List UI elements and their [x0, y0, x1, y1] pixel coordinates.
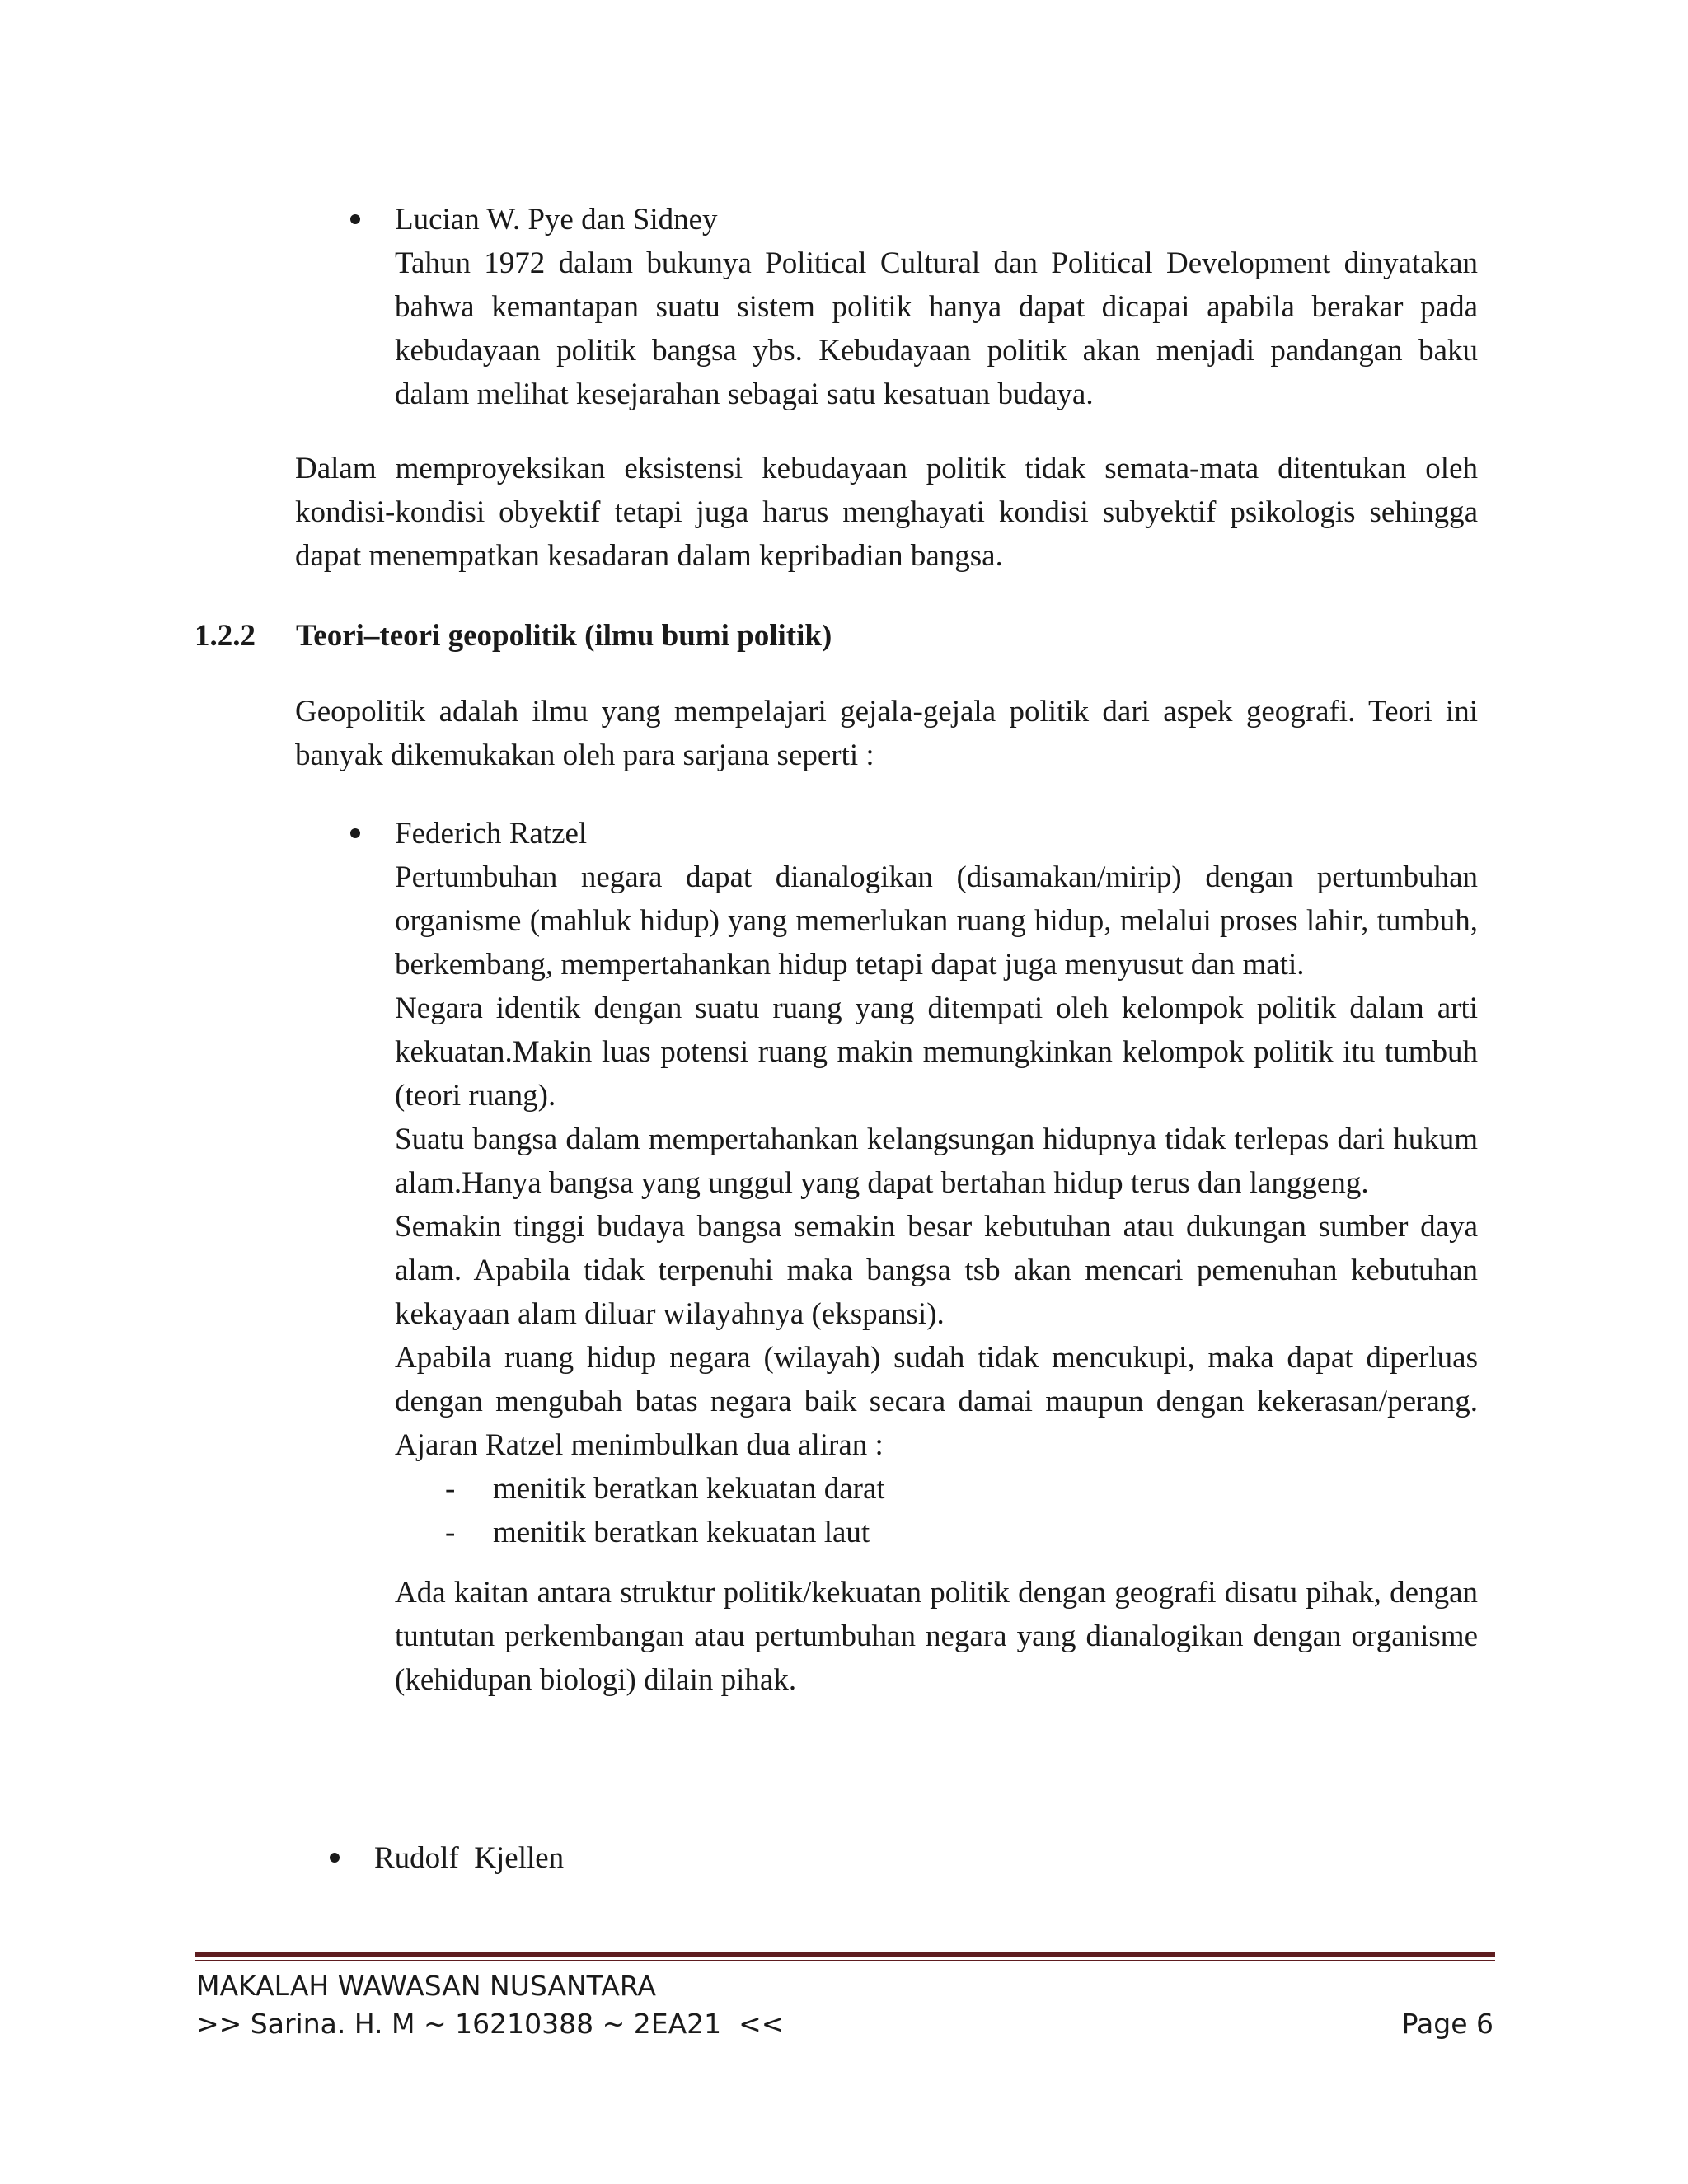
- ratzel-paragraph: Apabila ruang hidup negara (wilayah) sudah tidak mencukupi, maka dapat diperluas dengan mengubah batas negara baik secara damai maupun dengan kekerasan/perang. Ajaran Ratzel menimbulkan dua aliran :: [395, 1341, 1478, 1462]
- bullet-title: Lucian W. Pye dan Sidney: [395, 203, 718, 237]
- dash-item: - menitik beratkan kekuatan laut: [445, 1516, 870, 1549]
- bullet-title: Rudolf Kjellen: [374, 1841, 565, 1875]
- page-number: Page 6: [1401, 2008, 1493, 2040]
- bullet-ratzel: [395, 812, 1478, 1702]
- bullet-dot: [330, 1853, 340, 1863]
- ratzel-paragraph: Suatu bangsa dalam mempertahankan kelangsungan hidupnya tidak terlepas dari hukum alam.Hanya bangsa yang unggul yang dapat bertahan hidup terus dan langgeng.: [395, 1122, 1478, 1200]
- ratzel-paragraph: Pertumbuhan negara dapat dianalogikan (disamakan/mirip) dengan pertumbuhan organisme (mahluk hidup) yang memerlukan ruang hidup, melalui proses lahir, tumbuh, berkembang, mempertahankan hidup tetapi dapat juga menyusut dan mati.: [395, 860, 1478, 982]
- section-number: 1.2.2: [195, 619, 256, 653]
- bullet-dot: [350, 828, 360, 838]
- paragraph-projection: Dalam memproyeksikan eksistensi kebudayaan politik tidak semata-mata ditentukan oleh kondisi-kondisi obyektif tetapi juga harus menghayati kondisi subyektif psikologis sehingga dapat menempatkan kesadaran dalam kepribadian bangsa.: [295, 452, 1478, 573]
- bullet-dot: [350, 214, 360, 224]
- footer-rule: [195, 1952, 1495, 1957]
- bullet-kjellen: [374, 1836, 1363, 1880]
- section-heading: [195, 614, 1480, 658]
- footer-rule: [195, 1960, 1495, 1961]
- ratzel-closing: Ada kaitan antara struktur politik/kekuatan politik dengan geografi disatu pihak, dengan tuntutan perkembangan atau pertumbuhan negara yang dianalogikan dengan organisme (kehidupan biologi) dilain pihak.: [395, 1576, 1478, 1697]
- section-title: Teori–teori geopolitik (ilmu bumi politik): [296, 619, 832, 653]
- bullet-text: Tahun 1972 dalam bukunya Political Cultural dan Political Development dinyatakan bahwa kemantapan suatu sistem politik hanya dapat dicapai apabila berakar pada kebudayaan politik bangsa ybs. Kebudayaan politik akan menjadi pandangan baku dalam melihat kesejarahan sebagai satu kesatuan budaya.: [395, 246, 1478, 411]
- ratzel-paragraph: Semakin tinggi budaya bangsa semakin besar kebutuhan atau dukungan sumber daya alam. Apabila tidak terpenuhi maka bangsa tsb akan mencari pemenuhan kebutuhan kekayaan alam diluar wilayahnya (ekspansi).: [395, 1210, 1478, 1331]
- bullet-lucian: [395, 198, 1478, 416]
- bullet-title: Federich Ratzel: [395, 817, 588, 851]
- footer-title: MAKALAH WAWASAN NUSANTARA: [196, 1970, 657, 2002]
- dash-item: - menitik beratkan kekuatan darat: [445, 1472, 885, 1506]
- paragraph-geopolitik: Geopolitik adalah ilmu yang mempelajari gejala-gejala politik dari aspek geografi. Teori ini banyak dikemukakan oleh para sarjana seperti :: [295, 695, 1478, 772]
- dash-list: [395, 1467, 1478, 1554]
- footer-author-line: >> Sarina. H. M ~ 16210388 ~ 2EA21 <<: [196, 2008, 785, 2040]
- ratzel-paragraph: Negara identik dengan suatu ruang yang ditempati oleh kelompok politik dalam arti kekuatan.Makin luas potensi ruang makin memungkinkan kelompok politik itu tumbuh (teori ruang).: [395, 991, 1478, 1113]
